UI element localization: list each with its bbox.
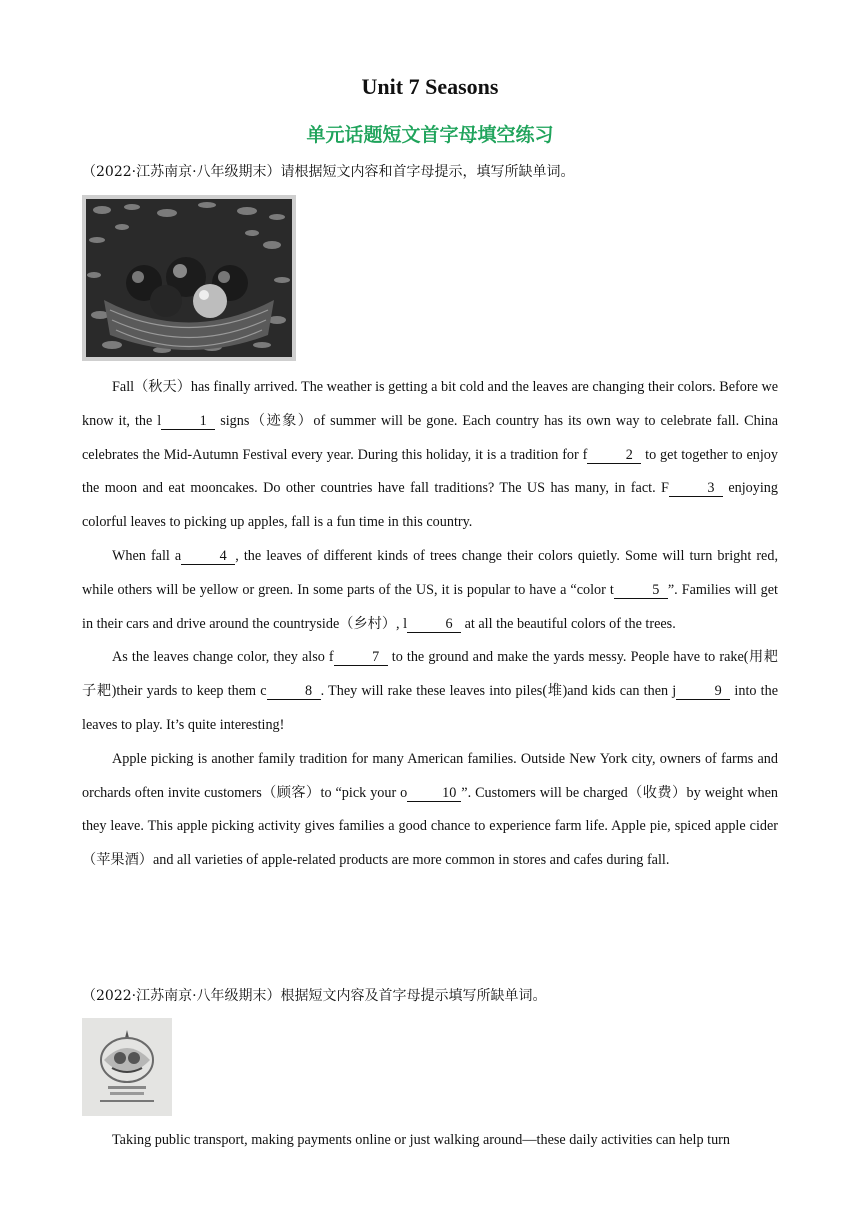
emblem-image	[82, 1018, 172, 1116]
paragraph-2: When fall a 4 , the leaves of different kinds of trees change their colors quietly. Some will turn bright red, while others will be yellow or green. In some parts of the US, it is popular to have a “color t 5 ”. Families will get in their cars and drive around the countryside（乡村）, l 6 at all the beautiful colors of the trees.	[82, 547, 778, 632]
page-subtitle: 单元话题短文首字母填空练习	[306, 124, 554, 146]
blank-6[interactable]: 6	[407, 616, 461, 633]
blank-2[interactable]: 2	[587, 447, 641, 464]
blank-10[interactable]: 10	[407, 785, 461, 802]
paragraph-1: Fall（秋天）has finally arrived. The weather is getting a bit cold and the leaves are changing their colors. Before we know it, the l 1 signs（迹象）of summer will be gone. Each country has its own way to celebrate fall. China celebrates the Mid-Autumn Festival every year. During this holiday, it is a tradition for f 2 to get together to enjoy the moon and eat mooncakes. Do other countries have fall traditions? The US has many, in fact. F 3 enjoying colorful leaves to picking up apples, fall is a fun time in this country.	[82, 379, 778, 531]
exercise-source-1: （2022·江苏南京·八年级期末）请根据短文内容和首字母提示，填写所缺单词。	[82, 164, 575, 180]
basket-of-apples-image	[82, 195, 296, 361]
blank-7[interactable]: 7	[334, 649, 388, 666]
paragraph-4: Apple picking is another family tradition for many American families. Outside New York city, owners of farms and orchards often invite customers（顾客）to “pick your o 10 ”. Customers will be charged（收费）by weight when they leave. This apple picking activity gives families a good chance to experience farm life. Apple pie, spiced apple cider（苹果酒）and all varieties of apple-related products are more common in stores and cafes during fall.	[82, 750, 778, 869]
passage-two	[82, 1124, 778, 1158]
page-title: Unit 7 Seasons	[361, 74, 499, 99]
exercise-source-2: （2022·江苏南京·八年级期末）根据短文内容及首字母提示填写所缺单词。	[82, 988, 547, 1004]
blank-9[interactable]: 9	[676, 683, 730, 700]
blank-1[interactable]: 1	[161, 413, 215, 430]
blank-4[interactable]: 4	[181, 548, 235, 565]
paragraph-3: As the leaves change color, they also f 7 to the ground and make the yards messy. People have to rake(用耙子耙)their yards to keep them c 8 . They will rake these leaves into piles(堆)and kids can then j 9 into the leaves to play. It’s quite interesting!	[82, 649, 779, 733]
blank-5[interactable]: 5	[614, 582, 668, 599]
blank-3[interactable]: 3	[669, 480, 723, 497]
passage-one	[82, 371, 778, 878]
paragraph-5: Taking public transport, making payments online or just walking around—these daily activities can help turn	[112, 1132, 730, 1148]
blank-8[interactable]: 8	[267, 683, 321, 700]
